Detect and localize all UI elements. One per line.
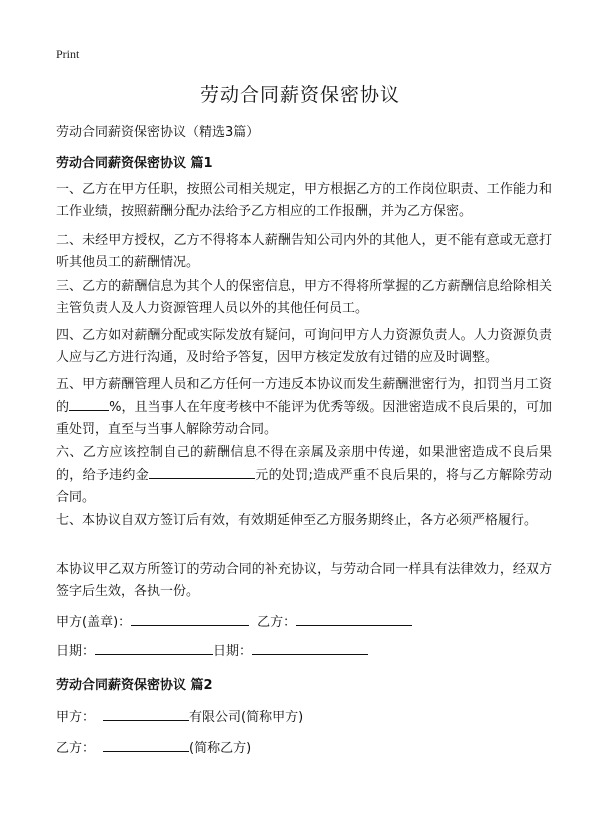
date-a-label: 日期： [56,644,96,659]
party-a-seal-blank [131,611,249,626]
clause-3: 三、乙方的薪酬信息为其个人的保密信息，甲方不得将所掌握的乙方薪酬信息给除相关主管负责人及人力资源管理人员以外的其他任何员工。 [56,279,552,316]
section-1-heading: 劳动合同薪资保密协议 篇1 [56,156,213,171]
party-a-company-row [56,706,303,725]
print-link[interactable]: Print [56,47,80,61]
clause-5-text-a: 五、甲方薪酬管理人员和乙方任何一方违反本协议而发生薪酬泄密行为，扣罚当月工资的 [56,377,552,415]
date-b-blank [252,640,368,655]
party-a-seal-label: 甲方(盖章)： [56,615,132,630]
clause-6-text-b: 元的处罚;造成严重不良后果的，将与乙方解除劳动合同。 [56,468,552,505]
date-b-label: 日期： [213,644,253,659]
clause-2: 二、未经甲方授权，乙方不得将本人薪酬告知公司内外的其他人，更不能有意或无意打听其他员工的薪酬情况。 [56,233,552,270]
party-a-company-suffix: 有限公司(简称甲方) [189,710,304,725]
section-2-heading: 劳动合同薪资保密协议 篇2 [56,678,213,693]
party-b-name-suffix: (简称乙方) [189,741,252,756]
party-a-company-blank [103,706,189,721]
date-row [56,640,368,659]
date-a-blank [95,640,213,655]
party-b-blank [296,611,412,626]
clause-6 [56,442,552,509]
clause-1: 一、乙方在甲方任职，按照公司相关规定，甲方根据乙方的工作岗位职责、工作能力和工作业绩，按照薪酬分配办法给予乙方相应的工作报酬，并为乙方保密。 [56,182,552,219]
clause-5 [56,374,552,441]
closing-paragraph: 本协议甲乙双方所签订的劳动合同的补充协议，与劳动合同一样具有法律效力，经双方签字后生效，各执一份。 [56,562,552,599]
party-a-company-label: 甲方： [56,710,96,725]
clause-7: 七、本协议自双方签订后有效，有效期延伸至乙方服务期终止，各方必须严格履行。 [56,513,538,528]
clause-5-text-b: %，且当事人在年度考核中不能评为优秀等级。因泄密造成不良后果的，可加重处罚，直至与当事人解除劳动合同。 [56,400,552,437]
party-b-name-row [56,737,251,756]
party-b-name-label: 乙方： [56,741,96,756]
clause-6-text-a: 六、乙方应该控制自己的薪酬信息不得在亲属及亲朋中传递，如果泄密造成不良后果的，给予违约金 [56,445,552,483]
signature-row [56,611,412,630]
penalty-amount-blank [149,464,255,479]
clause-4: 四、乙方如对薪酬分配或实际发放有疑问，可询问甲方人力资源负责人。人力资源负责人应与乙方进行沟通，及时给予答复，因甲方核定发放有过错的应及时调整。 [56,328,552,365]
document-title: 劳动合同薪资保密协议 [199,84,400,106]
party-b-name-blank [103,737,189,752]
party-b-label: 乙方： [257,615,297,630]
document-subtitle: 劳动合同薪资保密协议（精选3篇） [56,125,260,140]
penalty-percent-blank [69,396,109,411]
